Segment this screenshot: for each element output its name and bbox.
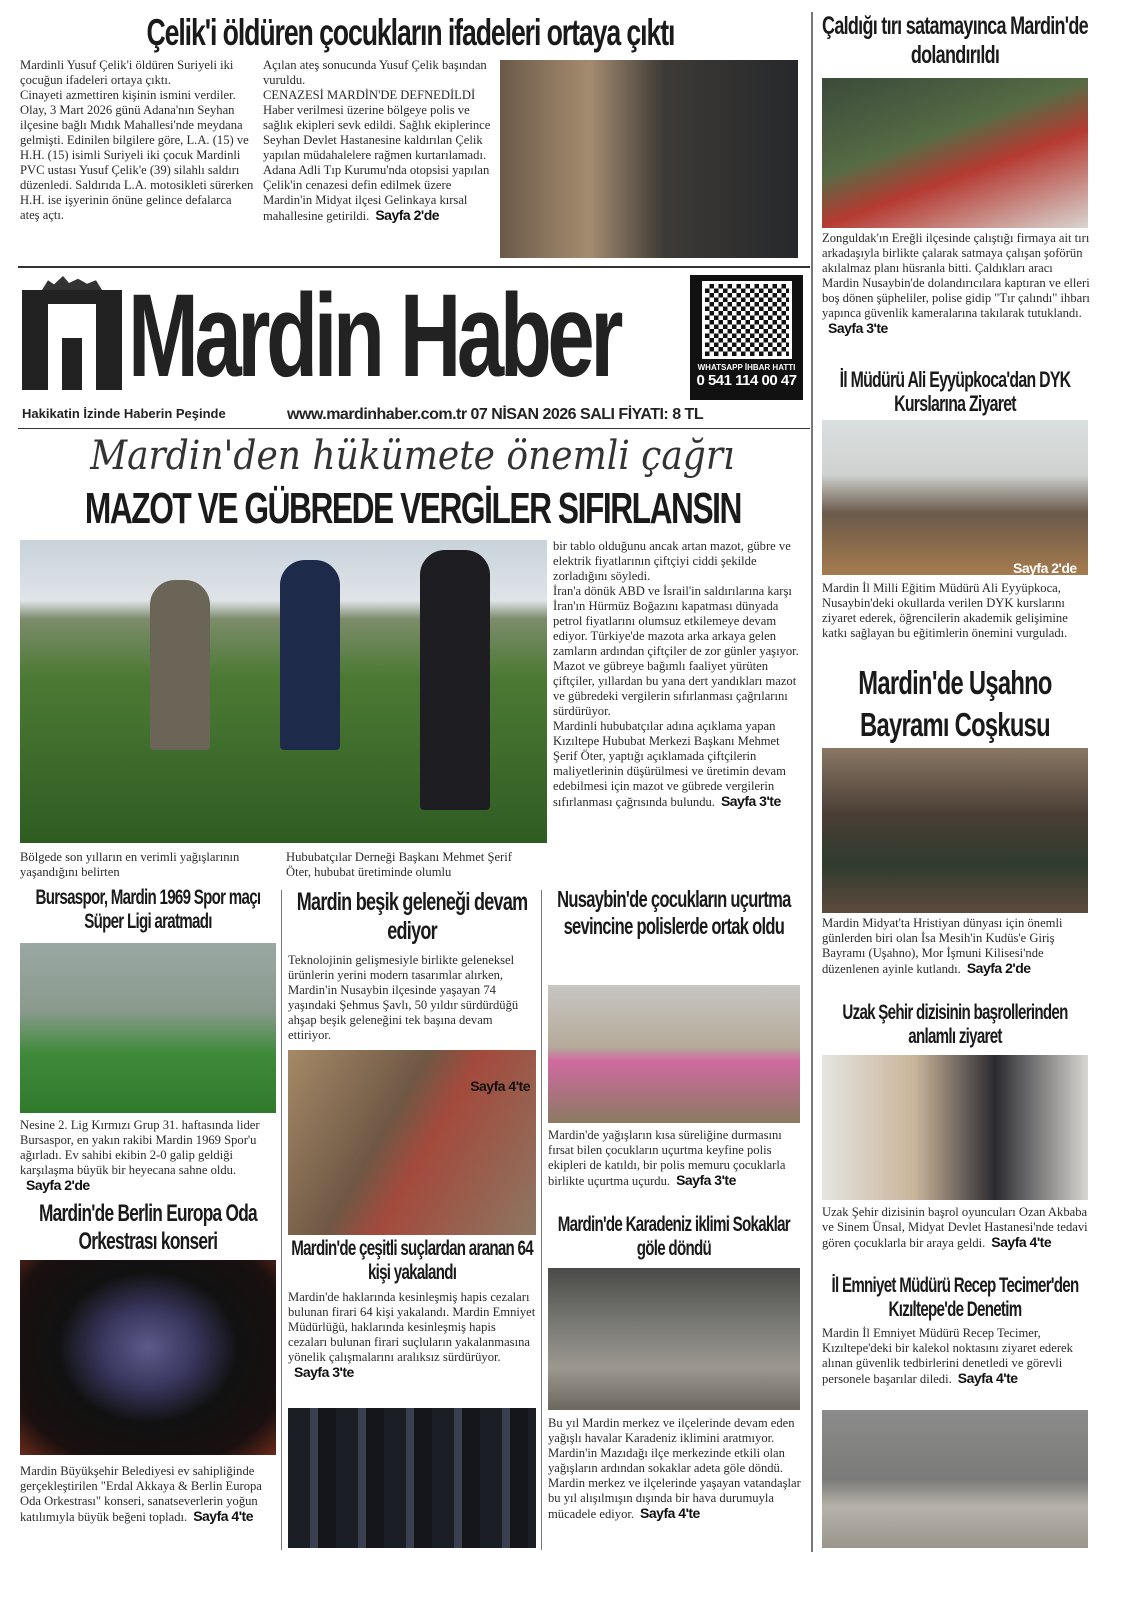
page-ref: Sayfa 2'de	[375, 207, 440, 223]
body-text: Uzak Şehir dizisinin başrol oyuncuları Ozan Akbaba ve Sinem Ünsal, Midyat Devlet Hastanesi'nde tedavi gören çocuklarla bir araya geldi.	[822, 1205, 1088, 1250]
main-kicker: Mardin'den hükümete önemli çağrı	[90, 433, 735, 479]
subheading: CENAZESİ MARDİN'DE DEFNEDİLDİ	[263, 88, 476, 102]
whatsapp-qr-box[interactable]	[690, 275, 803, 400]
top-story-col2	[263, 58, 497, 224]
body-text: Mardin'de yağışların kısa süreliğine durmasını fırsat bilen çocukların uçurtma keyfine polis ekipleri de katıldı, bir polis memuru çocuklarla birlikte uçurtma uçurdu.	[548, 1128, 786, 1188]
article-photo	[288, 1050, 536, 1235]
body-text: Haber verilmesi üzerine bölgeye polis ve sağlık ekipleri sevk edildi. Sağlık ekiplerince Seyhan Devlet Hastanesine kaldırılan Çelik yapılan müdahalelere rağmen kurtarılamadı. Adana Adli Tıp Kurumu'nda otopsisi yapılan Çelik'in cenazesi defin edilmek üzere Mardin'in Midyat ilçesi Gelinkaya kırsal mahallesine getirildi.	[263, 103, 491, 223]
main-caption-2: Hububatçılar Derneği Başkanı Mehmet Şerif Öter, hububat üretiminde olumlu	[286, 850, 512, 879]
divider	[18, 266, 810, 268]
article-body	[20, 1118, 278, 1194]
article-body: Teknolojinin gelişmesiyle birlikte geleneksel ürünlerin yerini modern tasarımlar alırken, Mardin'in Nusaybin ilçesinde yaşayan 74 yaşındaki Şehmus Şavlı, 50 yıldır sürdürdüğü ahşap beşik geleneğini tek başına devam ettiriyor.	[288, 953, 519, 1042]
body-text: Mardin Midyat'ta Hristiyan dünyası için önemli günlerden biri olan İsa Mesih'in Kudüs'e Giriş Bayramı (Uşahno), Mor İşmuni Kilisesi'nde düzenlenen ayinle kutlandı.	[822, 916, 1063, 976]
article-body	[548, 1416, 803, 1522]
issue-date: 07 NİSAN 2026 SALI	[470, 406, 615, 423]
paragraph: İran'a dönük ABD ve İsrail'in saldırılarına karşı İran'ın Hürmüz Boğazını kapatması dünyada petrol fiyatlarını olumsuz etkilemeye devam ediyor. Türkiye'de mazota arka arkaya gelen zamların ardından çiftçiler de zor günler yaşıyor. Mazot ve gübreye bağımlı faaliyet yürüten çiftçiler, yıllardan bu yana dert yandıkları mazot ve gübredeki vergilerin sıfırlanması çağrılarını sürdürüyor.	[553, 584, 799, 718]
column-divider	[541, 890, 542, 1550]
page-ref: Sayfa 4'te	[470, 1078, 530, 1094]
page-ref: Sayfa 2'de	[966, 960, 1031, 976]
top-headline[interactable]: Çelik'i öldüren çocukların ifadeleri ortaya çıktı	[146, 12, 675, 53]
column-divider	[281, 890, 282, 1550]
body-text: Nesine 2. Lig Kırmızı Grup 31. haftasında lider Bursaspor, en yakın rakibi Mardin 1969 Spor'u ağırladı. Ev sahibi ekibin 2-0 galip geldiği karşılaşma büyük bir heyecana sahne oldu.	[20, 1118, 260, 1177]
page-ref: Sayfa 4'te	[991, 1234, 1052, 1250]
article-photo	[822, 1410, 1088, 1548]
article-headline[interactable]: İl Emniyet Müdürü Recep Tecimer'den Kızıltepe'de Denetim	[831, 1274, 1079, 1321]
article-headline[interactable]: Uzak Şehir dizisinin başrollerinden anlamlı ziyaret	[842, 1001, 1068, 1048]
whatsapp-number: 0 541 114 00 47	[696, 372, 797, 389]
body-text: Bu yıl Mardin merkez ve ilçelerinde devam eden yağışlı havalar Karadeniz iklimini aratmıyor. Mardin'in Mazıdağı ilçe merkezinde etkili olan yağışların ardından sokaklar adeta göle döndü. Mardin merkez ve ilçelerinde yaşayan vatandaşlar bu yıl alışılmışın dışında bir hava durumuyla mücadele ediyor.	[548, 1416, 801, 1521]
body-text: Mardin İl Milli Eğitim Müdürü Ali Eyyüpkoca, Nusaybin'deki okullarda verilen DYK kurslarını ziyaret ederek, öğrencilerin akademik gelişimine katkı sağlayan bu eğitimlerin önemini vurguladı.	[822, 581, 1068, 640]
masthead-info	[287, 406, 703, 424]
column-divider	[811, 12, 813, 1552]
main-photo	[20, 540, 547, 843]
article-headline[interactable]: Nusaybin'de çocukların uçurtma sevincine polislerde ortak oldu	[557, 886, 791, 939]
article-headline[interactable]: Mardin beşik geleneği devam ediyor	[296, 888, 528, 945]
article-body	[822, 1326, 1092, 1387]
page-ref: Sayfa 2'de	[26, 1177, 90, 1193]
article-photo	[20, 943, 276, 1113]
top-story-col1	[20, 58, 254, 223]
main-story-body	[553, 539, 805, 810]
article-headline[interactable]: Mardin'de Karadeniz iklimi Sokaklar göle döndü	[557, 1213, 790, 1260]
paragraph: Mardinli Yusuf Çelik'i öldüren Suriyeli iki çocuğun ifadeleri ortaya çıktı.	[20, 58, 234, 87]
article-photo	[288, 1408, 536, 1548]
tagline: Hakikatin İzinde Haberin Peşinde	[22, 406, 226, 421]
page-ref: Sayfa 3'te	[828, 320, 888, 336]
price: FİYATI: 8 TL	[618, 406, 704, 423]
whatsapp-label: WHATSAPP İHBAR HATTI	[697, 363, 796, 372]
article-body	[548, 1128, 803, 1189]
article-photo	[822, 420, 1088, 575]
article-photo	[548, 985, 800, 1123]
article-photo	[20, 1260, 276, 1455]
page-ref: Sayfa 4'te	[957, 1370, 1018, 1386]
article-photo	[822, 748, 1088, 913]
masthead-title: Mardin Haber	[128, 270, 620, 402]
article-headline[interactable]: İl Müdürü Ali Eyyüpkoca'dan DYK Kurslarına Ziyaret	[839, 367, 1071, 416]
page-ref: Sayfa 3'te	[294, 1364, 354, 1380]
article-headline[interactable]: Mardin'de çeşitli suçlardan aranan 64 kişi yakalandı	[291, 1237, 533, 1284]
body-text: Mardinli hububatçılar adına açıklama yapan Kızıltepe Hububat Merkezi Başkanı Mehmet Şerif Öter, yaptığı açıklamada çiftçilerin maliyetlerinin düşürülmesi ve üretimin devam edebilmesi için mazot ve gübrede vergilerin sıfırlanması çağrısında bulundu.	[553, 719, 786, 809]
article-photo	[822, 1055, 1088, 1200]
article-body	[822, 916, 1092, 977]
page-ref: Sayfa 2'de	[1013, 560, 1077, 576]
page-ref: Sayfa 4'te	[193, 1508, 253, 1524]
body-text: Mardin Büyükşehir Belediyesi ev sahipliğinde gerçekleştirilen "Erdal Akkaya & Berlin Europa Oda Orkestrası" konseri, sanatseverlerin yoğun katılımıyla büyük beğeni topladı.	[20, 1464, 262, 1524]
article-body	[822, 231, 1092, 337]
article-headline[interactable]: Mardin'de Berlin Europa Oda Orkestrası konseri	[38, 1200, 257, 1255]
top-story-photo	[500, 60, 798, 258]
paragraph	[263, 103, 497, 224]
main-caption-1: Bölgede son yılların en verimli yağışlarının yaşandığını belirten	[20, 850, 240, 879]
page-ref: Sayfa 3'te	[720, 793, 781, 809]
article-body	[20, 1464, 278, 1525]
body-text: Zonguldak'ın Ereğli ilçesinde çalıştığı firmaya ait tırı arkadaşıyla birlikte çalarak satmaya çalışan şoförün akılalmaz planı hüsranla bitti. Çaldıkları aracı Mardin Nusaybin'de dolandırıcılara kaptıran ve elleri boş dönen şüpheliler, polise gidip "Tır çalındı" ihbarı yapınca güvenlik kameralarına takılarak tutuklandı.	[822, 231, 1090, 320]
website-link[interactable]: www.mardinhaber.com.tr	[287, 406, 467, 423]
divider	[18, 428, 810, 429]
paragraph: Cinayeti azmettiren kişinin ismini verdiler.	[20, 88, 236, 102]
article-photo	[822, 78, 1088, 228]
paragraph: bir tablo olduğunu ancak artan mazot, gübre ve elektrik fiyatlarının çiftçiyi ciddi şekilde zorladığını söyledi.	[553, 539, 791, 583]
article-headline[interactable]: Çaldığı tırı satamayınca Mardin'de dolandırıldı	[822, 12, 1088, 69]
article-headline[interactable]: Mardin'de Uşahno Bayramı Coşkusu	[858, 664, 1052, 743]
qr-code-icon	[702, 281, 792, 359]
article-headline[interactable]: Bursaspor, Mardin 1969 Spor maçı Süper Ligi aratmadı	[35, 886, 261, 933]
main-headline[interactable]: MAZOT VE GÜBREDE VERGİLER SIFIRLANSIN	[84, 484, 741, 533]
article-body	[288, 1290, 538, 1381]
body-text: Mardin İl Emniyet Müdürü Recep Tecimer, Kızıltepe'deki bir kalekol noktasını ziyaret ederek alınan güvenlik tedbirlerini denetledi ve görevli personele başarılar diledi.	[822, 1326, 1073, 1386]
article-body	[822, 1205, 1092, 1251]
body-text: Mardin'de haklarında kesinleşmiş hapis cezaları bulunan firari 64 kişi yakalandı. Mardin Emniyet Müdürlüğü, haklarında kesinleşmiş hapis cezaları bulunan firari suçluların yakalanmasına yönelik çalışmalarını aralıksız sürdürüyor.	[288, 1290, 536, 1364]
article-photo	[548, 1268, 800, 1410]
logo-icon	[22, 290, 122, 390]
page-ref: Sayfa 3'te	[676, 1172, 736, 1188]
paragraph: Açılan ateş sonucunda Yusuf Çelik başından vuruldu.	[263, 58, 487, 87]
article-body	[822, 560, 1092, 641]
paragraph	[553, 719, 805, 810]
page-ref: Sayfa 4'te	[640, 1505, 700, 1521]
paragraph: Olay, 3 Mart 2026 günü Adana'nın Seyhan ilçesine bağlı Mıdık Mahallesi'nde meydana gelmişti. Edinilen bilgilere göre, L.A. (15) ve H.H. (15) isimli Suriyeli iki çocuk Mardinli PVC ustası Yusuf Çelik'e (39) silahlı saldırı düzenledi. Saldırıda L.A. motosikleti sürerken H.H. ise işyerinin önüne gelince defalarca ateş açtı.	[20, 103, 254, 222]
